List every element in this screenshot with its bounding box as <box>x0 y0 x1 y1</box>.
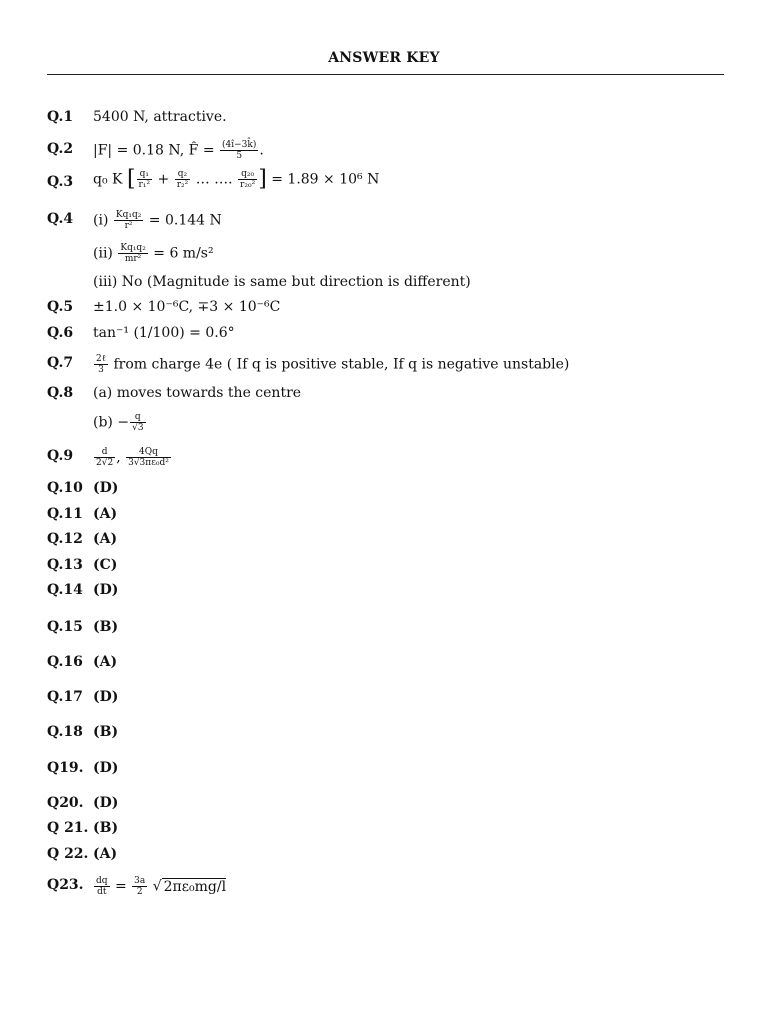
fraction <box>114 210 143 231</box>
question-number: Q.18 <box>47 724 83 740</box>
answer-choice: (A) <box>93 531 118 547</box>
answer-choice: (D) <box>93 480 119 496</box>
answer-text: (iii) No (Magnitude is same but direction is different) <box>93 274 471 290</box>
fraction-denominator: r₁² <box>138 180 151 190</box>
fraction-denominator: 5 <box>236 151 243 161</box>
radicand: 2πε₀mg/l <box>163 878 227 895</box>
fraction <box>238 169 257 190</box>
answer-expression <box>93 140 264 161</box>
answer-text: = 1.89 × 10⁶ N <box>271 171 380 188</box>
answer-text: = 0.144 N <box>148 212 222 229</box>
fraction-numerator: q <box>130 412 145 423</box>
question-number: Q.4 <box>47 211 74 227</box>
question-number: Q.10 <box>47 480 83 496</box>
answer-expression <box>93 166 380 192</box>
question-number: Q.3 <box>47 174 74 190</box>
answer-expression <box>93 354 569 375</box>
separator: , <box>116 449 121 466</box>
answer-expression <box>93 210 222 231</box>
fraction-numerator: Kq₁q₂ <box>115 210 142 220</box>
answer-text: (a) moves towards the centre <box>93 385 302 401</box>
fraction-numerator: Kq₁q₂ <box>120 243 146 253</box>
answer-text: (ii) <box>93 245 113 262</box>
right-bracket: ] <box>258 166 267 192</box>
equals-sign: = <box>114 878 127 895</box>
fraction-numerator: q₁ <box>137 169 153 180</box>
question-number: Q23. <box>47 877 84 893</box>
question-number: Q.1 <box>47 109 74 125</box>
question-number: Q.13 <box>47 557 83 573</box>
fraction-numerator: dq <box>96 876 108 886</box>
answer-text: = 6 m/s² <box>153 245 214 262</box>
answer-choice: (B) <box>93 820 119 836</box>
question-number: Q.11 <box>47 506 83 522</box>
fraction <box>132 876 147 897</box>
fraction-numerator: q₂ <box>175 169 191 180</box>
fraction-denominator: 2 <box>136 887 143 897</box>
answer-choice: (D) <box>93 760 119 776</box>
plus-sign: + <box>157 171 170 188</box>
answer-text: . <box>259 142 264 159</box>
fraction-numerator: (4î−3k̂) <box>222 140 257 150</box>
answer-choice: (D) <box>93 795 119 811</box>
question-number: Q.8 <box>47 385 74 401</box>
answer-text: (b) − <box>93 414 130 431</box>
question-number: Q 21. <box>47 820 89 836</box>
fraction <box>126 447 171 468</box>
answer-text: (i) <box>93 212 109 229</box>
answer-choice: (D) <box>93 689 119 705</box>
answer-text: 5400 N, attractive. <box>93 109 227 125</box>
fraction-denominator: √3 <box>132 423 144 433</box>
fraction-denominator: mr² <box>124 254 142 264</box>
title-divider <box>47 74 724 75</box>
answer-choice: (A) <box>93 654 118 670</box>
question-number: Q.5 <box>47 299 74 315</box>
left-bracket: [ <box>126 166 136 192</box>
question-number: Q.17 <box>47 689 83 705</box>
answer-expression <box>93 243 214 264</box>
answer-text: from charge 4e ( If q is positive stable, If q is negative unstable) <box>113 356 570 373</box>
fraction-denominator: 3√3πε₀d² <box>128 458 169 468</box>
answer-choice: (A) <box>93 846 118 862</box>
question-number: Q.9 <box>47 448 74 464</box>
fraction-numerator: 3a <box>134 876 146 886</box>
fraction-numerator: 2ℓ <box>96 354 107 364</box>
answer-expression <box>93 876 226 897</box>
fraction-denominator: 3 <box>98 365 104 375</box>
fraction-numerator: q₂₀ <box>238 169 257 180</box>
fraction-denominator: 2√2 <box>96 458 114 468</box>
answer-choice: (D) <box>93 582 119 598</box>
question-number: Q19. <box>47 760 84 776</box>
ellipsis: … …. <box>195 171 233 188</box>
question-number: Q.15 <box>47 619 83 635</box>
answer-text: ±1.0 × 10⁻⁶C, ∓3 × 10⁻⁶C <box>93 299 281 315</box>
fraction <box>175 169 191 190</box>
fraction <box>118 243 147 264</box>
fraction <box>94 876 110 897</box>
question-number: Q20. <box>47 795 84 811</box>
answer-text: q₀ K <box>93 171 123 188</box>
fraction <box>130 412 145 433</box>
question-number: Q.14 <box>47 582 83 598</box>
fraction <box>94 354 108 375</box>
fraction <box>94 447 115 468</box>
fraction-denominator: dt <box>97 887 107 897</box>
fraction-denominator: r₂² <box>176 180 189 190</box>
fraction <box>137 169 153 190</box>
answer-choice: (B) <box>93 619 119 635</box>
page-title: ANSWER KEY <box>328 50 440 66</box>
question-number: Q 22. <box>47 846 89 862</box>
fraction <box>220 140 258 161</box>
question-number: Q.7 <box>47 355 74 371</box>
answer-expression <box>93 447 172 468</box>
answer-expression <box>93 412 147 433</box>
question-number: Q.12 <box>47 531 83 547</box>
question-number: Q.2 <box>47 141 74 157</box>
radical-sign: √ <box>152 878 162 895</box>
answer-text: tan⁻¹ (1/100) = 0.6° <box>93 325 235 341</box>
answer-choice: (C) <box>93 557 118 573</box>
fraction-numerator: 4Qq <box>126 447 171 458</box>
fraction-numerator: d <box>94 447 115 458</box>
question-number: Q.6 <box>47 325 74 341</box>
fraction-denominator: r₂₀² <box>240 180 256 190</box>
answer-text: |F| = 0.18 N, F̂ = <box>93 142 219 159</box>
answer-choice: (B) <box>93 724 119 740</box>
fraction-denominator: r² <box>124 221 133 231</box>
question-number: Q.16 <box>47 654 83 670</box>
answer-choice: (A) <box>93 506 118 522</box>
